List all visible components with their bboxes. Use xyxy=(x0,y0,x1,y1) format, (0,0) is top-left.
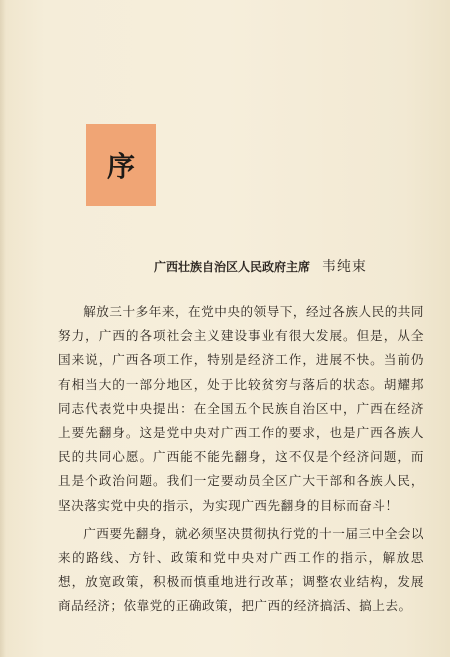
author-name: 韦纯束 xyxy=(321,259,367,275)
preface-title: 序 xyxy=(106,150,135,183)
paragraph-2: 广西要先翻身，就必须坚决贯彻执行党的十一届三中全会以来的路线、方针、政策和党中央对广西工作的指示，解放思想，放宽政策，积极而慎重地进行改革；调整农业结构，发展商品经济；依靠党的正确政策，把广西的经济搞活、搞上去。 xyxy=(58,525,424,614)
page-edge-shadow xyxy=(0,0,6,657)
preface-body xyxy=(58,300,424,621)
preface-title-block xyxy=(86,124,156,206)
paragraph-1: 解放三十多年来，在党中央的领导下，经过各族人民的共同努力，广西的各项社会主义建设事业有很大发展。但是，从全国来说，广西各项工作，特别是经济工作，进展不快。当前仍有相当大的一部分地区，处于比较贫穷与落后的状态。胡耀邦同志代表党中央提出：在全国五个民族自治区中，广西在经济上要先翻身。这是党中央对广西工作的要求，也是广西各族人民的共同心愿。广西能不能先翻身，这不仅是个经济问题，而且是个政治问题。我们一定要动员全区广大干部和各族人民，坚决落实党中央的指示，为实现广西先翻身的目标而奋斗！ xyxy=(58,304,424,513)
author-line xyxy=(154,256,414,276)
author-title: 广西壮族自治区人民政府主席 xyxy=(154,260,311,274)
